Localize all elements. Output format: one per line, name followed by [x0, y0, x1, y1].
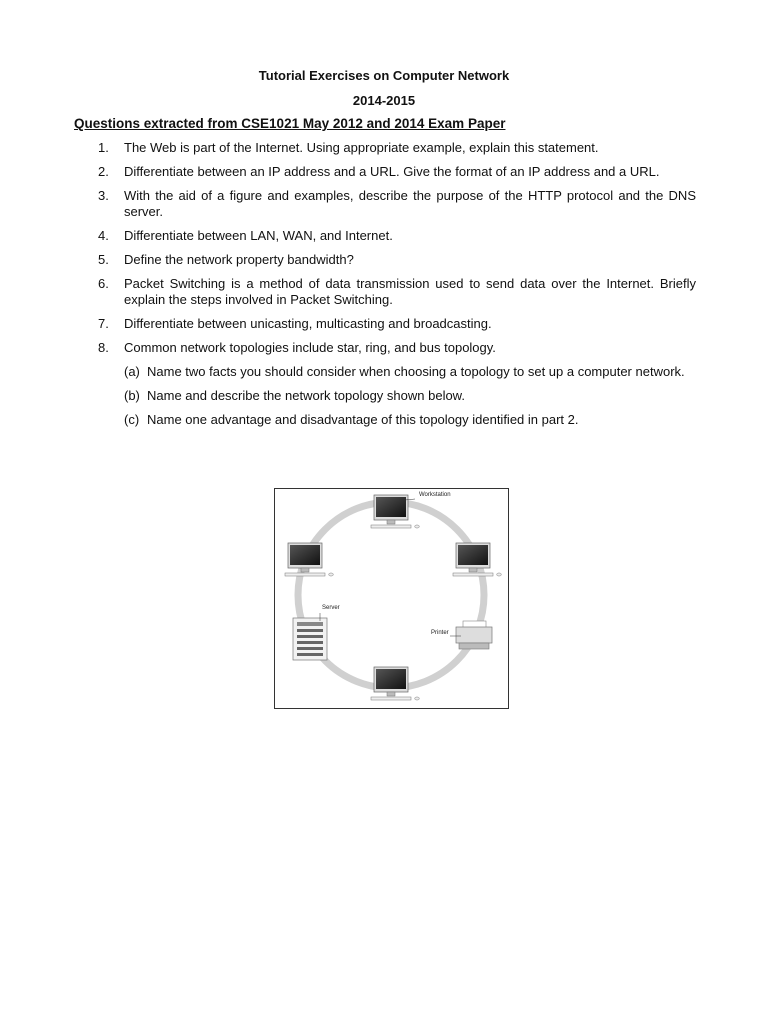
question-1 — [98, 140, 696, 156]
question-number: 1. — [98, 140, 109, 155]
workstation-right-icon — [453, 543, 501, 576]
subquestion-a — [124, 364, 696, 380]
ring-topology-figure — [274, 488, 509, 709]
question-text: Define the network property bandwidth? — [124, 252, 354, 267]
subquestion-label: (c) — [124, 412, 140, 427]
subquestion-b — [124, 388, 696, 404]
question-number: 8. — [98, 340, 109, 355]
document-year: 2014-2015 — [352, 93, 416, 108]
question-4 — [98, 228, 696, 244]
question-number: 3. — [98, 188, 109, 203]
question-8 — [98, 340, 696, 356]
question-3 — [98, 188, 696, 220]
section-subheading: Questions extracted from CSE1021 May 2012 and 2014 Exam Paper — [74, 116, 506, 131]
question-number: 4. — [98, 228, 109, 243]
ring-topology-diagram — [275, 489, 508, 708]
workstation-left-icon — [285, 543, 333, 576]
question-text: Common network topologies include star, ring, and bus topology. — [124, 340, 496, 355]
printer-icon — [456, 621, 492, 649]
question-text: The Web is part of the Internet. Using appropriate example, explain this statement. — [124, 140, 599, 155]
question-5 — [98, 252, 696, 268]
question-text: Packet Switching is a method of data transmission used to send data over the Internet. Briefly explain the steps involved in Packet Switching. — [124, 276, 696, 307]
question-text: Differentiate between LAN, WAN, and Internet. — [124, 228, 393, 243]
question-6 — [98, 276, 696, 308]
workstation-top-icon — [371, 495, 419, 528]
question-list — [98, 140, 696, 436]
printer-label: Printer — [431, 630, 449, 636]
question-number: 6. — [98, 276, 109, 291]
question-7 — [98, 316, 696, 332]
subquestion-text: Name one advantage and disadvantage of this topology identified in part 2. — [147, 412, 579, 427]
subquestion-text: Name and describe the network topology shown below. — [147, 388, 465, 403]
question-number: 2. — [98, 164, 109, 179]
subquestion-label: (b) — [124, 388, 140, 403]
subquestion-label: (a) — [124, 364, 140, 379]
document-title: Tutorial Exercises on Computer Network — [258, 68, 510, 83]
question-number: 5. — [98, 252, 109, 267]
server-label: Server — [322, 605, 340, 611]
question-text: Differentiate between unicasting, multicasting and broadcasting. — [124, 316, 492, 331]
question-text: With the aid of a figure and examples, describe the purpose of the HTTP protocol and the DNS server. — [124, 188, 696, 219]
question-text: Differentiate between an IP address and a URL. Give the format of an IP address and a URL. — [124, 164, 660, 179]
question-number: 7. — [98, 316, 109, 331]
subquestion-text: Name two facts you should consider when choosing a topology to set up a computer network. — [147, 364, 685, 379]
workstation-label: Workstation — [419, 492, 451, 498]
subquestion-c — [124, 412, 696, 428]
server-icon — [293, 618, 327, 660]
question-2 — [98, 164, 696, 180]
